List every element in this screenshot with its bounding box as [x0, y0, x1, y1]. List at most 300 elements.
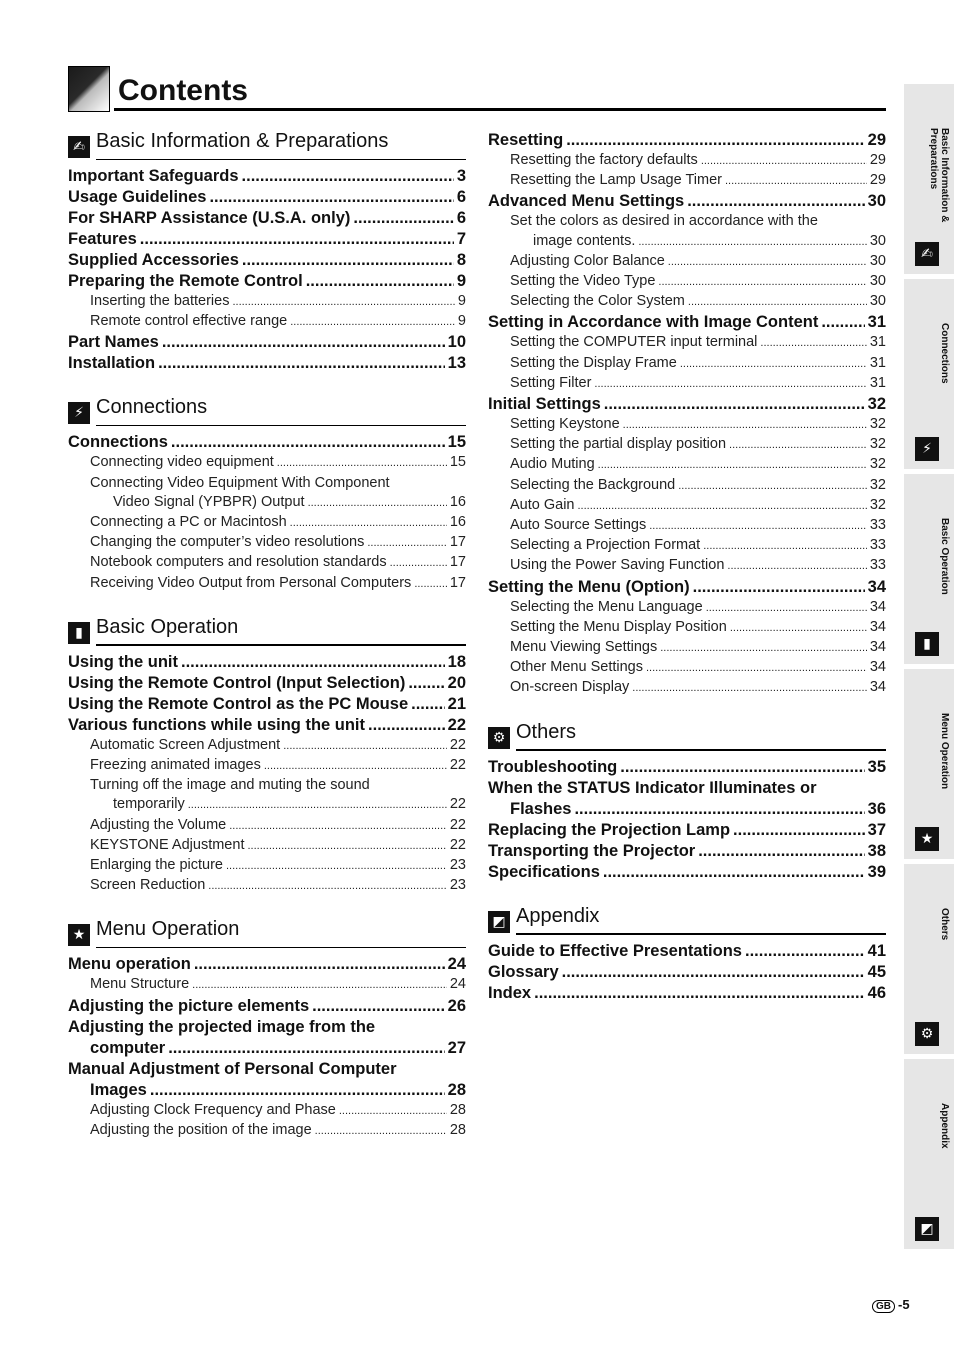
toc-entry-page: 30	[867, 192, 886, 211]
toc-entry-page: 3	[456, 167, 466, 185]
toc-entry[interactable]	[68, 954, 466, 975]
toc-entry-label: Setting the Display Frame	[510, 354, 677, 371]
leader-dots	[703, 537, 867, 556]
leader-dots	[277, 454, 447, 473]
toc-entry-label: Setting the Menu Display Position	[510, 618, 727, 635]
toc-entry[interactable]	[68, 474, 466, 493]
plug-icon: ⚡	[68, 402, 90, 424]
toc-entry[interactable]	[68, 1059, 466, 1080]
leader-dots	[411, 694, 445, 715]
side-tab-label: Connections	[939, 323, 950, 384]
toc-entry-page: 34	[869, 639, 886, 656]
leader-dots	[578, 497, 867, 516]
leader-dots	[242, 166, 454, 187]
toc-entry-label: Important Safeguards	[68, 167, 239, 185]
section-header	[68, 616, 466, 646]
toc-entry-label: Using the Remote Control as the PC Mouse	[68, 694, 409, 713]
toc-entry-page: 41	[867, 941, 886, 960]
toc-entry[interactable]	[68, 166, 466, 187]
toc-entry-page: 24	[449, 976, 466, 993]
toc-entry-label: Usage Guidelines	[68, 188, 207, 206]
toc-entry[interactable]	[68, 756, 466, 776]
appendix-icon: ◩	[488, 911, 510, 933]
side-tab[interactable]	[904, 864, 954, 1054]
toc-entry[interactable]	[68, 553, 466, 573]
toc-entry[interactable]	[68, 432, 466, 453]
toc-entry-page: 31	[869, 334, 886, 351]
toc-entry-page: 28	[447, 1080, 466, 1099]
toc-entry-page: 30	[869, 232, 886, 249]
side-tab-label: Menu Operation	[939, 713, 950, 790]
toc-entry-page: 29	[869, 152, 886, 168]
toc-entry-label: Setting the Video Type	[510, 273, 656, 290]
side-tab[interactable]	[904, 669, 954, 859]
leader-dots	[566, 130, 864, 151]
side-tab-label: Basic Information & Preparations	[928, 128, 950, 223]
leader-dots	[194, 954, 445, 975]
toc-entry[interactable]	[68, 208, 466, 229]
toc-entry-label: Resetting the Lamp Usage Timer	[510, 172, 722, 189]
toc-entry-page: 23	[449, 857, 466, 874]
toc-entry-label: Selecting a Projection Format	[510, 537, 701, 554]
toc-entry[interactable]	[488, 374, 886, 394]
toc-entry[interactable]	[68, 292, 466, 312]
leader-dots	[687, 191, 864, 212]
leader-dots	[264, 757, 447, 776]
toc-entry-page: 32	[867, 395, 886, 414]
section-rule	[96, 425, 466, 427]
leader-dots	[150, 1080, 445, 1101]
leader-dots	[315, 1122, 447, 1141]
leader-dots	[678, 477, 867, 496]
hand-icon: ✍	[915, 242, 939, 266]
leader-dots	[306, 271, 454, 292]
toc-entry[interactable]	[68, 795, 466, 815]
leader-dots	[312, 996, 445, 1017]
toc-entry-page: 32	[869, 416, 886, 433]
toc-entry-label: Selecting the Color System	[510, 293, 685, 310]
toc-entry-label: Changing the computer’s video resolutions	[90, 534, 365, 551]
toc-entry-page: 32	[869, 436, 886, 453]
side-tab[interactable]	[904, 474, 954, 664]
toc-entry-label: Screen Reduction	[90, 877, 206, 894]
leader-dots	[680, 355, 867, 374]
toc-entry-label: Menu Structure	[90, 976, 190, 993]
toc-entry-label: KEYSTONE Adjustment	[90, 836, 245, 853]
tools-icon: ⚙	[488, 727, 510, 749]
toc-entry[interactable]	[488, 130, 886, 151]
toc-entry-label: Remote control effective range	[90, 313, 288, 330]
leader-dots	[242, 250, 454, 271]
leader-dots	[688, 293, 867, 312]
leader-dots	[368, 715, 445, 736]
title-rule	[114, 108, 886, 111]
toc-entry[interactable]	[68, 312, 466, 332]
toc-entry-page: 16	[449, 493, 466, 510]
toc-entry-page: 33	[869, 557, 886, 574]
toc-entry-label: Automatic Screen Adjustment	[90, 736, 281, 753]
toc-entry[interactable]	[68, 673, 466, 694]
toc-entry-page: 13	[447, 354, 466, 373]
remote-icon: ▮	[915, 632, 939, 656]
toc-entry-label: Troubleshooting	[488, 757, 618, 776]
toc-entry-page: 38	[867, 841, 886, 860]
toc-entry-label: Advanced Menu Settings	[488, 192, 685, 211]
leader-dots	[660, 639, 867, 658]
toc-entry-page: 22	[449, 816, 466, 833]
toc-entry-page: 30	[869, 293, 886, 310]
leader-dots	[706, 599, 867, 618]
toc-entry-page: 10	[447, 333, 466, 352]
toc-entry[interactable]	[488, 171, 886, 191]
toc-entry-label: When the STATUS Indicator Illuminates or	[488, 778, 817, 797]
section-title: Others	[516, 720, 577, 743]
toc-entry-page: 17	[449, 534, 466, 551]
toc-entry-label: Setting the Menu (Option)	[488, 577, 690, 596]
toc-entry[interactable]	[68, 513, 466, 533]
toc-entry-label: Inserting the batteries	[90, 293, 230, 309]
toc-entry-label: Glossary	[488, 962, 559, 981]
toc-entry-page: 31	[869, 374, 886, 391]
toc-entry[interactable]	[488, 757, 886, 778]
toc-entry-label: On-screen Display	[510, 679, 630, 696]
toc-entry[interactable]	[488, 232, 886, 252]
leader-dots	[308, 494, 447, 513]
toc-entry-label: Adjusting the projected image from the	[68, 1017, 376, 1036]
toc-entry-label: Audio Muting	[510, 456, 595, 473]
toc-entry[interactable]	[68, 816, 466, 836]
leader-dots	[226, 857, 447, 876]
toc-entry-label: Connecting a PC or Macintosh	[90, 514, 287, 531]
leader-dots	[701, 152, 867, 171]
toc-entry[interactable]	[488, 618, 886, 638]
toc-entry-label: Auto Source Settings	[510, 517, 647, 534]
toc-entry-page: 39	[867, 862, 886, 881]
toc-entry[interactable]	[488, 962, 886, 983]
leader-dots	[574, 799, 864, 820]
toc-entry-page: 9	[457, 313, 466, 330]
toc-entry-label: Other Menu Settings	[510, 659, 643, 676]
toc-entry[interactable]	[68, 250, 466, 271]
toc-entry[interactable]	[488, 841, 886, 862]
contents-icon	[68, 66, 110, 112]
leader-dots	[623, 416, 867, 435]
toc-entry-page: 32	[869, 476, 886, 493]
section-rule	[96, 644, 466, 646]
toc-entry[interactable]	[488, 799, 886, 820]
toc-entry[interactable]	[68, 229, 466, 250]
section-title: Connections	[96, 396, 208, 419]
toc-entry[interactable]	[68, 736, 466, 756]
toc-entry-page: 21	[447, 694, 466, 713]
section-rule	[96, 159, 466, 161]
toc-entry[interactable]	[68, 574, 466, 594]
toc-entry[interactable]	[68, 836, 466, 856]
leader-dots	[247, 837, 446, 856]
toc-entry-label: Various functions while using the unit	[68, 715, 366, 734]
toc-entry-page: 30	[869, 273, 886, 290]
leader-dots	[353, 208, 453, 229]
leader-dots	[168, 1038, 444, 1059]
plug-icon: ⚡	[915, 437, 939, 461]
toc-entry-page: 22	[447, 715, 466, 734]
leader-dots	[594, 375, 866, 394]
toc-entry-page: 30	[869, 252, 886, 269]
leader-dots	[367, 534, 447, 553]
toc-entry-page: 36	[867, 799, 886, 818]
side-tab-label: Others	[939, 908, 950, 941]
toc-entry[interactable]	[488, 476, 886, 496]
toc-entry-label: Adjusting the picture elements	[68, 996, 310, 1015]
toc-entry[interactable]	[68, 353, 466, 374]
section-rule	[96, 947, 466, 949]
toc-entry-page: 17	[449, 554, 466, 571]
leader-dots	[232, 293, 454, 312]
toc-entry-label: Using the unit	[68, 652, 178, 671]
toc-entry-page: 22	[449, 796, 466, 813]
toc-entry[interactable]	[68, 776, 466, 795]
toc-entry[interactable]	[488, 941, 886, 962]
toc-entry[interactable]	[488, 658, 886, 678]
toc-entry[interactable]	[68, 1121, 466, 1141]
toc-entry-label: Menu operation	[68, 955, 191, 974]
toc-entry-page: 31	[867, 313, 886, 332]
leader-dots	[339, 1102, 447, 1121]
leader-dots	[534, 983, 865, 1004]
toc-entry[interactable]	[488, 536, 886, 556]
toc-entry[interactable]	[488, 151, 886, 171]
toc-entry-page: 22	[449, 736, 466, 753]
toc-entry-label: Setting Filter	[510, 374, 592, 391]
toc-entry-page: 34	[869, 598, 886, 615]
toc-entry[interactable]	[488, 778, 886, 799]
toc-entry-page: 34	[869, 659, 886, 676]
toc-entry-label: Connecting Video Equipment With Component	[90, 474, 390, 491]
toc-entry-page: 23	[449, 877, 466, 894]
region-badge: GB	[872, 1300, 895, 1313]
side-tab[interactable]	[904, 84, 954, 274]
toc-entry[interactable]	[68, 1080, 466, 1101]
toc-entry[interactable]	[488, 862, 886, 883]
toc-entry[interactable]	[488, 415, 886, 435]
toc-entry-label: Flashes	[510, 799, 572, 818]
toc-entry[interactable]	[488, 455, 886, 475]
toc-entry-page: 22	[449, 836, 466, 853]
section-title: Appendix	[516, 904, 600, 927]
hand-icon: ✍	[68, 136, 90, 158]
toc-entry-page: 46	[867, 983, 886, 1002]
toc-entry-page: 34	[869, 618, 886, 635]
toc-entry[interactable]	[68, 876, 466, 896]
toc-entry-label: Auto Gain	[510, 496, 575, 513]
toc-entry[interactable]	[488, 292, 886, 312]
toc-entry[interactable]	[68, 1101, 466, 1121]
toc-entry[interactable]	[488, 598, 886, 618]
toc-entry-label: Using the Power Saving Function	[510, 557, 725, 574]
toc-entry[interactable]	[68, 332, 466, 353]
toc-entry-page: 20	[447, 673, 466, 692]
toc-entry-label: temporarily	[113, 796, 185, 813]
toc-entry[interactable]	[68, 533, 466, 553]
toc-entry[interactable]	[68, 856, 466, 876]
toc-entry[interactable]	[68, 1017, 466, 1038]
leader-dots	[603, 862, 865, 883]
menu-icon: ★	[915, 827, 939, 851]
section-header	[68, 918, 466, 948]
toc-entry[interactable]	[488, 333, 886, 353]
toc-entry-page: 45	[867, 962, 886, 981]
toc-entry-page: 28	[449, 1121, 466, 1138]
leader-dots	[620, 757, 864, 778]
leader-dots	[390, 554, 447, 573]
toc-entry[interactable]	[488, 394, 886, 415]
toc-entry-page: 9	[457, 293, 466, 309]
toc-entry[interactable]	[488, 638, 886, 658]
section-title: Basic Information & Preparations	[96, 130, 389, 152]
toc-entry[interactable]	[488, 516, 886, 536]
toc-entry[interactable]	[68, 1038, 466, 1059]
toc-entry[interactable]	[68, 996, 466, 1017]
leader-dots	[598, 456, 867, 475]
toc-entry-label: Freezing animated images	[90, 757, 261, 774]
toc-entry-page: 34	[869, 679, 886, 696]
toc-entry-page: 16	[449, 514, 466, 531]
remote-icon: ▮	[68, 622, 90, 644]
menu-icon: ★	[68, 924, 90, 946]
toc-entry-page: 9	[456, 272, 466, 290]
toc-entry[interactable]	[68, 715, 466, 736]
toc-entry-label: Connections	[68, 433, 168, 452]
toc-entry-page: 6	[456, 188, 466, 206]
toc-entry[interactable]	[488, 252, 886, 272]
toc-entry-label: Setting in Accordance with Image Content	[488, 313, 819, 332]
toc-entry-page: 27	[447, 1038, 466, 1057]
leader-dots	[658, 273, 866, 292]
side-tabs	[904, 84, 954, 1254]
leader-dots	[408, 673, 444, 694]
page-number	[872, 1297, 910, 1313]
leader-dots	[188, 796, 447, 815]
page-title-block	[68, 66, 886, 112]
leader-dots	[162, 332, 445, 353]
toc-entry-page: 34	[867, 577, 886, 596]
leader-dots	[414, 575, 447, 594]
toc-entry-page: 17	[449, 574, 466, 591]
toc-entry[interactable]	[488, 272, 886, 292]
toc-entry-label: Adjusting the position of the image	[90, 1121, 312, 1138]
toc-entry-label: Guide to Effective Presentations	[488, 941, 742, 960]
toc-entry-label: Turning off the image and muting the sound	[90, 777, 370, 794]
toc-right-column	[488, 130, 886, 1018]
toc-entry-label: Set the colors as desired in accordance with the	[510, 213, 818, 230]
toc-entry[interactable]	[488, 435, 886, 455]
toc-entry-label: Setting the COMPUTER input terminal	[510, 334, 758, 351]
section-header	[488, 721, 886, 751]
toc-entry[interactable]	[488, 312, 886, 333]
leader-dots	[668, 253, 867, 272]
toc-entry[interactable]	[488, 678, 886, 698]
side-tab[interactable]	[904, 1059, 954, 1249]
toc-entry-label: Using the Remote Control (Input Selection)	[68, 673, 406, 692]
side-tab-label: Basic Operation	[939, 518, 950, 595]
toc-entry-label: Setting Keystone	[510, 416, 620, 433]
section-rule	[516, 749, 886, 751]
leader-dots	[229, 817, 447, 836]
section-title: Basic Operation	[96, 615, 239, 638]
toc-entry-label: Replacing the Projection Lamp	[488, 820, 731, 839]
toc-entry-page: 28	[449, 1101, 466, 1118]
toc-entry[interactable]	[68, 271, 466, 292]
toc-entry[interactable]	[488, 577, 886, 598]
toc-entry-label: Preparing the Remote Control	[68, 272, 303, 290]
toc-entry-label: For SHARP Assistance (U.S.A. only)	[68, 209, 351, 227]
section-header	[68, 130, 466, 160]
toc-entry[interactable]	[488, 820, 886, 841]
toc-entry-page: 7	[456, 230, 466, 248]
toc-entry-page: 32	[869, 496, 886, 513]
toc-entry-label: Selecting the Background	[510, 476, 676, 493]
leader-dots	[646, 659, 867, 678]
toc-entry-label: Supplied Accessories	[68, 251, 239, 269]
section-title: Menu Operation	[96, 918, 240, 941]
toc-entry[interactable]	[68, 187, 466, 208]
toc-entry[interactable]	[488, 556, 886, 576]
toc-entry[interactable]	[488, 212, 886, 231]
toc-entry-label: computer	[90, 1038, 166, 1057]
leader-dots	[693, 577, 865, 598]
toc-entry[interactable]	[68, 493, 466, 513]
toc-entry-page: 8	[456, 251, 466, 269]
toc-entry-label: Images	[90, 1080, 147, 1099]
side-tab[interactable]	[904, 279, 954, 469]
toc-entry-label: Selecting the Menu Language	[510, 598, 703, 615]
toc-entry-label: Features	[68, 230, 137, 248]
toc-entry[interactable]	[68, 652, 466, 673]
leader-dots	[140, 229, 454, 250]
toc-entry-label: Adjusting Clock Frequency and Phase	[90, 1101, 336, 1118]
section-rule	[516, 933, 886, 935]
toc-entry[interactable]	[488, 983, 886, 1004]
toc-entry-label: Menu Viewing Settings	[510, 639, 658, 656]
tools-icon: ⚙	[915, 1022, 939, 1046]
section-header	[488, 905, 886, 935]
toc-entry-page: 18	[447, 652, 466, 671]
toc-entry-label: Connecting video equipment	[90, 454, 274, 471]
toc-entry-page: 37	[867, 820, 886, 839]
toc-entry[interactable]	[488, 191, 886, 212]
toc-entry[interactable]	[488, 496, 886, 516]
toc-entry-page: 33	[869, 517, 886, 534]
toc-entry[interactable]	[68, 453, 466, 473]
toc-entry-label: Receiving Video Output from Personal Computers	[90, 574, 412, 591]
toc-entry-page: 15	[449, 454, 466, 471]
toc-entry-label: Index	[488, 983, 532, 1002]
toc-entry-label: Adjusting Color Balance	[510, 252, 665, 269]
toc-entry-page: 29	[869, 172, 886, 189]
toc-entry[interactable]	[68, 975, 466, 995]
leader-dots	[604, 394, 865, 415]
toc-entry[interactable]	[488, 354, 886, 374]
leader-dots	[733, 820, 865, 841]
toc-entry-page: 31	[869, 354, 886, 371]
leader-dots	[290, 514, 447, 533]
leader-dots	[725, 172, 867, 191]
toc-entry[interactable]	[68, 694, 466, 715]
toc-entry-page: 24	[447, 955, 466, 974]
leader-dots	[632, 679, 867, 698]
toc-entry-page: 26	[447, 996, 466, 1015]
toc-entry-label: Enlarging the picture	[90, 857, 223, 874]
